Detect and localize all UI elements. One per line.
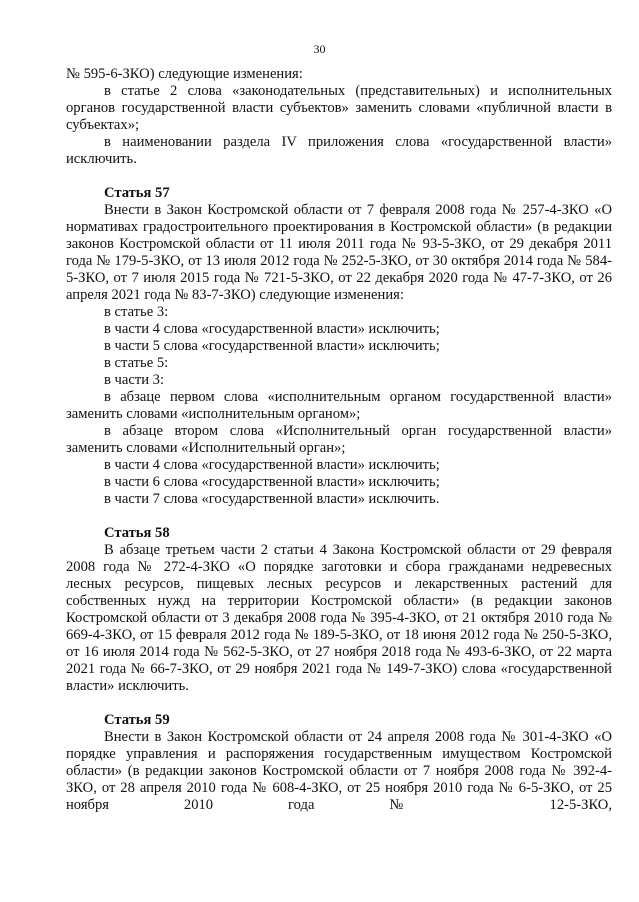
article-57-lead: Внести в Закон Костромской области от 7 февраля 2008 года № 257-4-ЗКО «О нормативах градостроительного проектирования в Костромской области» (в редакции законов Костромской области от 11 июля 2011 года № 93-5-ЗКО, от 29 декабря 2011 года № 179-5-ЗКО, от 13 июля 2012 года № 252-5-ЗКО, от 30 октября 2014 года № 584-5-ЗКО, от 7 июля 2015 года № 721-5-ЗКО, от 22 декабря 2020 года № 47-7-ЗКО, от 26 апреля 2021 года № 83-7-ЗКО) следующие изменения: xyxy=(66,202,612,303)
article-57-item: в абзаце первом слова «исполнительным органом государственной власти» заменить словами «исполнительным органом»; xyxy=(66,389,612,422)
article-57-item: в части 4 слова «государственной власти» исключить; xyxy=(104,321,440,337)
article-58-text: В абзаце третьем части 2 статьи 4 Закона Костромской области от 29 февраля 2008 года № 272-4-ЗКО «О порядке заготовки и сбора гражданами недревесных лесных ресурсов, пищевых лесных ресурсов и лекарственных растений для собственных нужд на территории Костромской области» (в редакции законов Костромской области от 3 декабря 2008 года № 395-4-ЗКО, от 21 октября 2010 года № 669-4-ЗКО, от 15 февраля 2012 года № 189-5-ЗКО, от 18 июня 2012 года № 250-5-ЗКО, от 16 июля 2014 года № 562-5-ЗКО, от 27 ноября 2018 года № 493-6-ЗКО, от 22 марта 2021 года № 66-7-ЗКО, от 29 ноября 2021 года № 149-7-ЗКО) слова «государственной власти» исключить. xyxy=(66,542,612,694)
intro-paragraph-3: в наименовании раздела IV приложения слова «государственной власти» исключить. xyxy=(66,134,612,167)
article-57-item: в абзаце втором слова «Исполнительный орган государственной власти» заменить словами «Исполнительный орган»; xyxy=(66,423,612,456)
intro-paragraph-1: № 595-6-ЗКО) следующие изменения: xyxy=(66,66,303,82)
article-57-title: Статья 57 xyxy=(104,185,170,201)
document-body xyxy=(66,66,612,814)
article-58-title: Статья 58 xyxy=(104,525,170,541)
article-57-item: в части 6 слова «государственной власти» исключить; xyxy=(104,474,440,490)
page-number: 30 xyxy=(313,42,326,56)
article-57-item: в части 7 слова «государственной власти» исключить. xyxy=(104,491,440,507)
article-57-item: в части 3: xyxy=(104,372,165,388)
intro-paragraph-2: в статье 2 слова «законодательных (представительных) и исполнительных органов государственной власти субъектов» заменить словами «публичной власти в субъектах»; xyxy=(66,83,612,133)
article-57-item: в части 4 слова «государственной власти» исключить; xyxy=(104,457,440,473)
article-57-item: в статье 5: xyxy=(104,355,169,371)
article-57-item: в статье 3: xyxy=(104,304,169,320)
article-59-text: Внести в Закон Костромской области от 24 апреля 2008 года № 301-4-ЗКО «О порядке управления и распоряжения государственным имуществом Костромской области» (в редакции законов Костромской области от 7 ноября 2008 года № 392-4-ЗКО, от 28 апреля 2010 года № 608-4-ЗКО, от 25 ноября 2010 года № 6-5-ЗКО, от 25 ноября 2010 года № 12-5-ЗКО, xyxy=(66,729,612,813)
article-57-item: в части 5 слова «государственной власти» исключить; xyxy=(104,338,440,354)
article-59-title: Статья 59 xyxy=(104,712,170,728)
